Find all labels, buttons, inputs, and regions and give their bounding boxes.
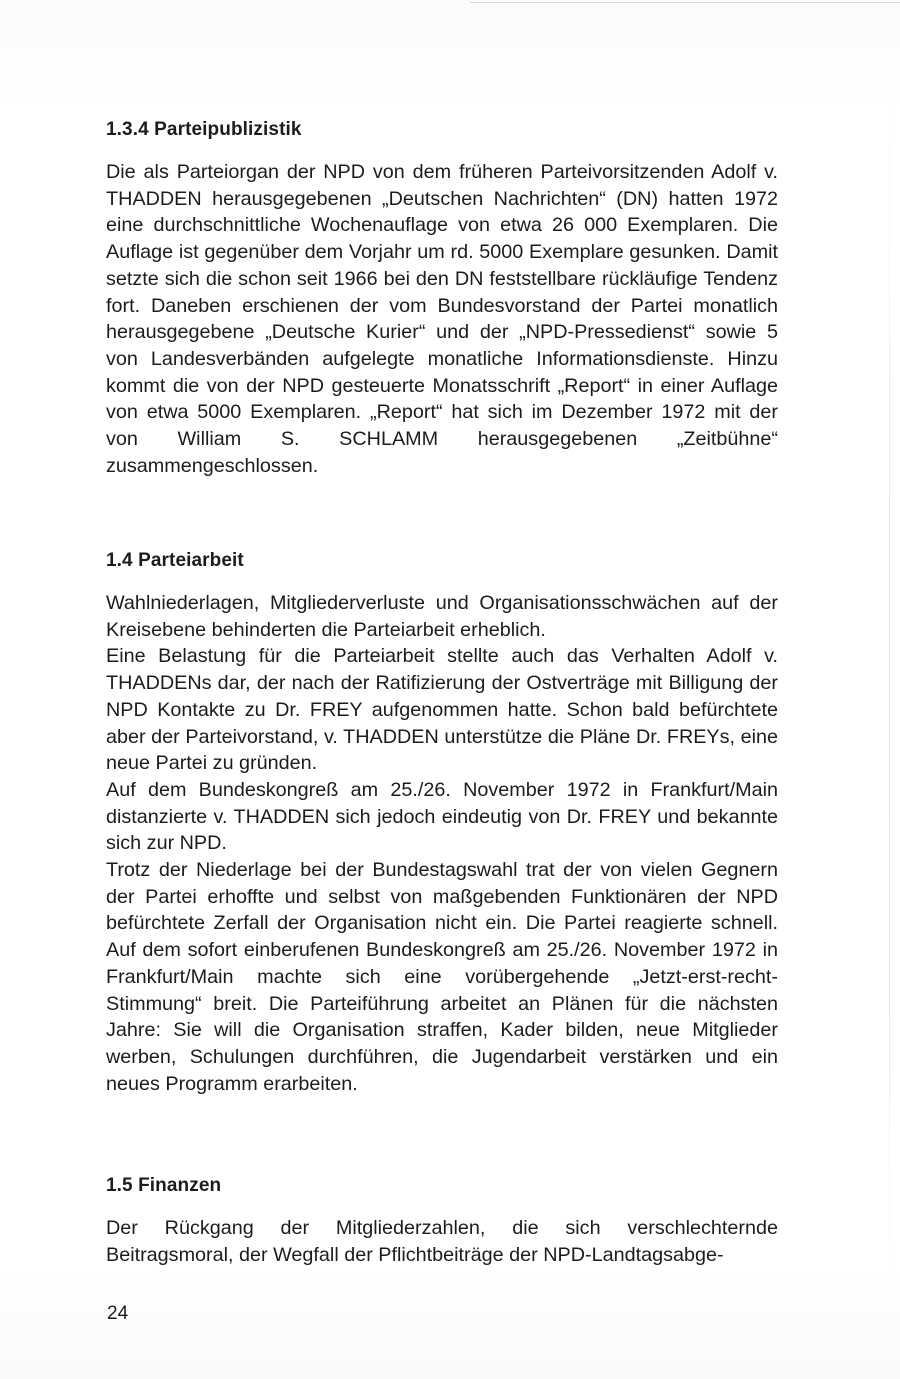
paragraph: Die als Parteiorgan der NPD von dem früheren Parteivorsitzenden Adolf v. THADDEN herausgegebenen „Deutschen Nachrichten“ (DN) hatten 1972 eine durchschnittliche Wochenauflage von etwa 26 000 Exemplaren. Die Auflage ist gegenüber dem Vorjahr um rd. 5000 Exemplare gesunken. Damit setzte sich die schon seit 1966 bei den DN feststellbare rückläufige Tendenz fort. Daneben erschienen der vom Bundesvorstand der Partei monatlich herausgegebene „Deutsche Kurier“ und der „NPD-Pressedienst“ sowie 5 von Landesverbänden aufgelegte monatliche Informationsdienste. Hinzu kommt die von der NPD gesteuerte Monatsschrift „Report“ in einer Auflage von etwa 5000 Exemplaren. „Report“ hat sich im Dezember 1972 mit der von William S. SCHLAMM herausgegebenen „Zeitbühne“ zusammengeschlossen.: [106, 161, 778, 477]
section-heading: 1.3.4 Parteipublizistik: [106, 119, 302, 140]
page-top-edge: [470, 2, 900, 3]
paragraph: Der Rückgang der Mitgliederzahlen, die sich verschlechternde Beitragsmoral, der Wegfall der Pflichtbeiträge der NPD-Landtagsabge-: [106, 1217, 778, 1266]
section-heading: 1.4 Parteiarbeit: [106, 550, 244, 571]
paragraph: Eine Belastung für die Parteiarbeit stellte auch das Verhalten Adolf v. THADDENs dar, der nach der Ratifizierung der Ostverträge mit Billigung der NPD Kontakte zu Dr. FREY aufgenommen hatte. Schon bald befürchtete aber der Parteivorstand, v. THADDEN unterstütze die Pläne Dr. FREYs, eine neue Partei zu gründen.: [106, 645, 778, 775]
section-heading: 1.5 Finanzen: [106, 1175, 222, 1196]
section-finanzen: [106, 1174, 778, 1268]
paragraph: Auf dem Bundeskongreß am 25./26. November 1972 in Frankfurt/Main distanzierte v. THADDEN sich jedoch eindeutig von Dr. FREY und bekannte sich zur NPD.: [106, 778, 778, 855]
page-number: 24: [107, 1303, 129, 1324]
section-parteipublizistik: [106, 118, 778, 479]
section-parteiarbeit: [106, 549, 778, 1097]
paragraph: Trotz der Niederlage bei der Bundestagswahl trat der von vielen Gegnern der Partei erhoffte und selbst von maßgebenden Funktionären der NPD befürchtete Zerfall der Organisation nicht ein. Die Partei reagierte schnell. Auf dem sofort einberufenen Bundeskongreß am 25./26. November 1972 in Frankfurt/Main machte sich eine vorübergehende „Jetzt-erst-recht-Stimmung“ breit. Die Parteiführung arbeitet an Plänen für die nächsten Jahre: Sie will die Organisation straffen, Kader bilden, neue Mitglieder werben, Schulungen durchführen, die Jugendarbeit verstärken und ein neues Programm erarbeiten.: [106, 859, 778, 1095]
page-right-edge: [889, 60, 890, 1310]
section-body: [106, 159, 778, 479]
section-body: [106, 590, 778, 1097]
section-body: [106, 1215, 778, 1268]
paragraph: Wahlniederlagen, Mitgliederverluste und Organisationsschwächen auf der Kreisebene behinderten die Parteiarbeit erheblich.: [106, 592, 778, 641]
